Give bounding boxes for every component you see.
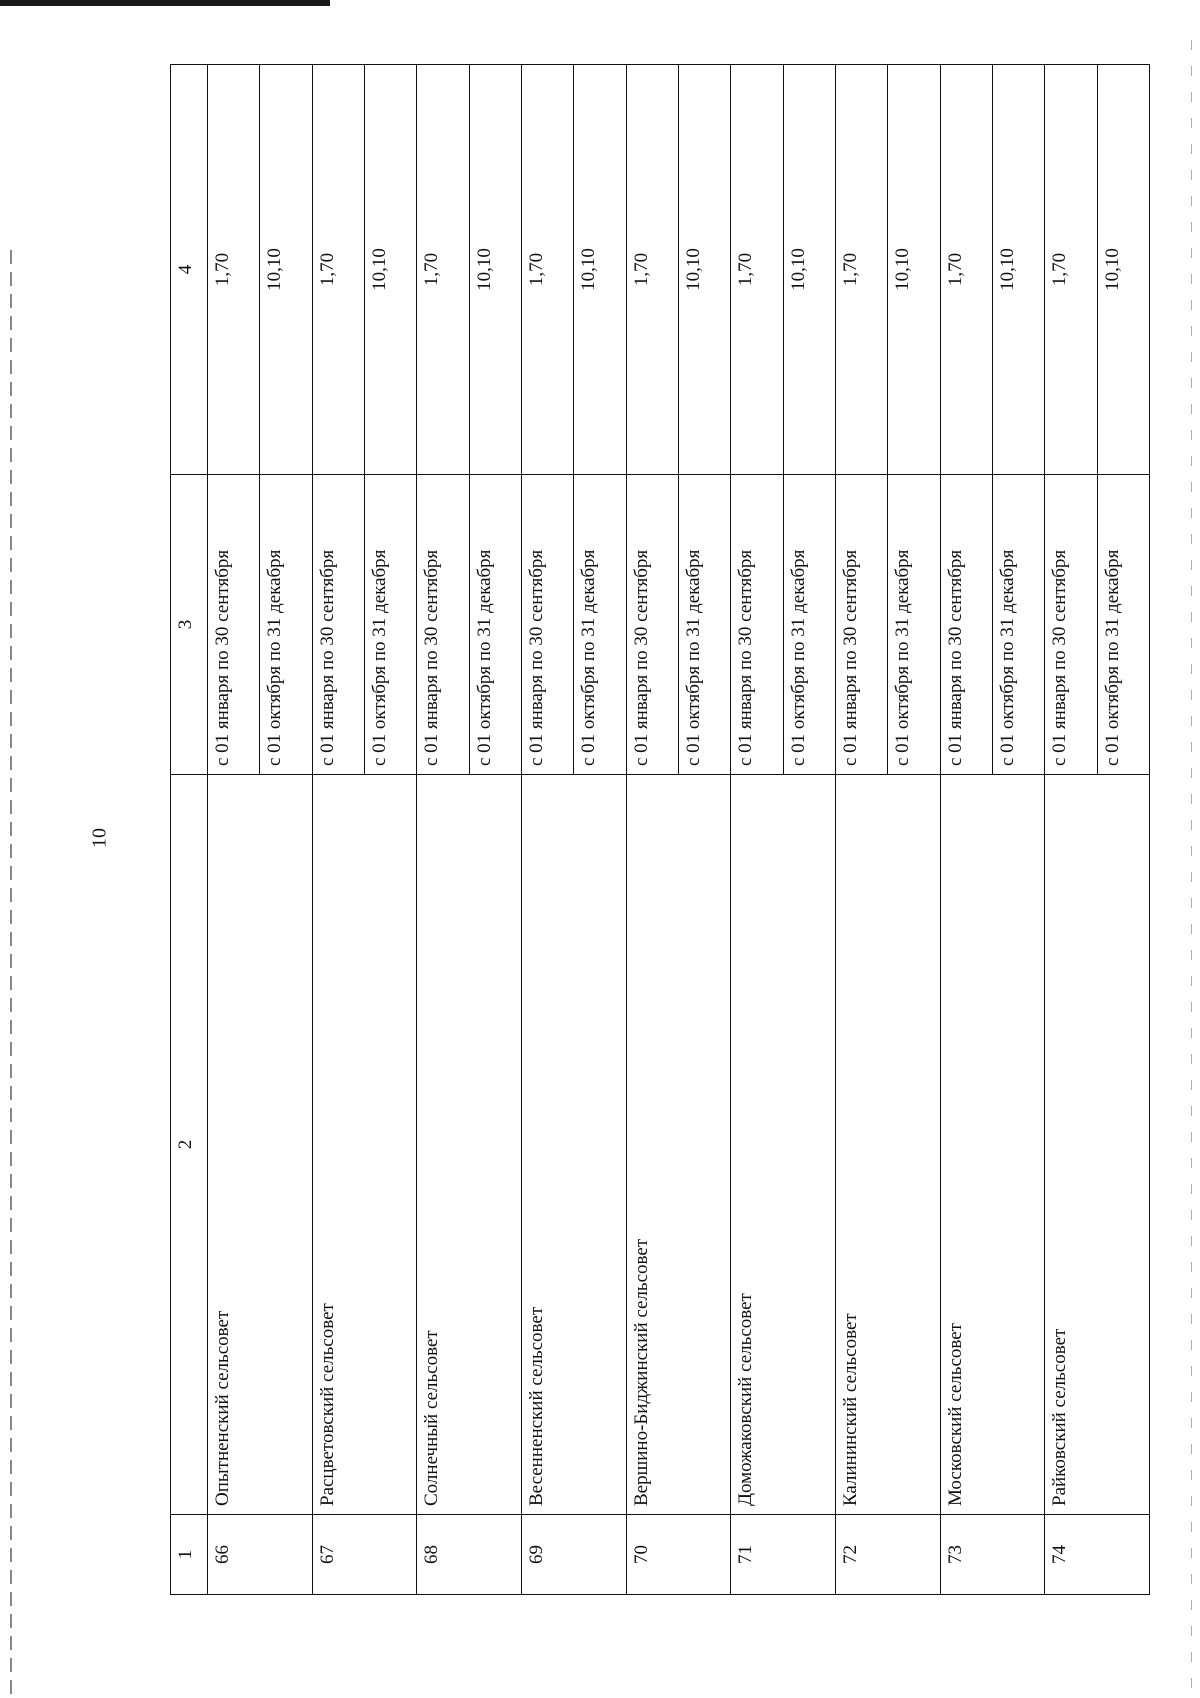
table-row xyxy=(940,65,992,1595)
value-cell: 1,70 xyxy=(417,65,469,475)
value-cell: 10,10 xyxy=(783,65,835,475)
settlement-name-cell: Доможаковский сельсовет xyxy=(731,775,836,1515)
row-number-cell: 72 xyxy=(835,1515,940,1595)
period-cell: с 01 октября по 31 декабря xyxy=(469,475,521,775)
value-cell: 10,10 xyxy=(260,65,312,475)
value-cell: 10,10 xyxy=(888,65,940,475)
value-cell: 1,70 xyxy=(208,65,260,475)
settlement-name-cell: Весенненский сельсовет xyxy=(521,775,626,1515)
period-cell: с 01 января по 30 сентября xyxy=(312,475,364,775)
period-cell: с 01 января по 30 сентября xyxy=(940,475,992,775)
table-row xyxy=(1045,65,1097,1595)
period-cell: с 01 октября по 31 декабря xyxy=(574,475,626,775)
table-row xyxy=(208,65,260,1595)
period-cell: с 01 октября по 31 декабря xyxy=(678,475,730,775)
rotated-table-container xyxy=(170,65,1150,1595)
period-cell: с 01 января по 30 сентября xyxy=(417,475,469,775)
period-cell: с 01 января по 30 сентября xyxy=(208,475,260,775)
period-cell: с 01 января по 30 сентября xyxy=(1045,475,1097,775)
row-number-cell: 68 xyxy=(417,1515,522,1595)
value-cell: 10,10 xyxy=(1097,65,1149,475)
period-cell: с 01 января по 30 сентября xyxy=(626,475,678,775)
row-number-cell: 67 xyxy=(312,1515,417,1595)
header-col-4: 4 xyxy=(171,65,208,475)
value-cell: 10,10 xyxy=(469,65,521,475)
settlement-name-cell: Вершино-Биджинский сельсовет xyxy=(626,775,731,1515)
table-row xyxy=(312,65,364,1595)
value-cell: 1,70 xyxy=(626,65,678,475)
period-cell: с 01 октября по 31 декабря xyxy=(1097,475,1149,775)
row-number-cell: 66 xyxy=(208,1515,313,1595)
scan-artifact-right-edge xyxy=(1191,40,1192,1698)
settlement-name-cell: Райковский сельсовет xyxy=(1045,775,1150,1515)
period-cell: с 01 октября по 31 декабря xyxy=(888,475,940,775)
value-cell: 10,10 xyxy=(574,65,626,475)
value-cell: 10,10 xyxy=(364,65,416,475)
settlement-name-cell: Опытненский сельсовет xyxy=(208,775,313,1515)
period-cell: с 01 октября по 31 декабря xyxy=(783,475,835,775)
row-number-cell: 73 xyxy=(940,1515,1045,1595)
value-cell: 1,70 xyxy=(940,65,992,475)
value-cell: 1,70 xyxy=(1045,65,1097,475)
settlement-name-cell: Московский сельсовет xyxy=(940,775,1045,1515)
scan-artifact-left-edge xyxy=(10,250,12,1698)
table-row xyxy=(835,65,887,1595)
tariff-table xyxy=(170,64,1150,1595)
value-cell: 1,70 xyxy=(731,65,783,475)
row-number-cell: 74 xyxy=(1045,1515,1150,1595)
page-number: 10 xyxy=(88,828,111,848)
period-cell: с 01 января по 30 сентября xyxy=(731,475,783,775)
settlement-name-cell: Калининский сельсовет xyxy=(835,775,940,1515)
settlement-name-cell: Солнечный сельсовет xyxy=(417,775,522,1515)
table-row xyxy=(731,65,783,1595)
header-col-3: 3 xyxy=(171,475,208,775)
period-cell: с 01 октября по 31 декабря xyxy=(260,475,312,775)
row-number-cell: 70 xyxy=(626,1515,731,1595)
scan-artifact-top xyxy=(0,0,330,6)
period-cell: с 01 октября по 31 декабря xyxy=(992,475,1044,775)
table-body xyxy=(171,65,1150,1595)
header-col-1: 1 xyxy=(171,1515,208,1595)
value-cell: 1,70 xyxy=(312,65,364,475)
settlement-name-cell: Расцветовский сельсовет xyxy=(312,775,417,1515)
row-number-cell: 71 xyxy=(731,1515,836,1595)
table-row xyxy=(417,65,469,1595)
row-number-cell: 69 xyxy=(521,1515,626,1595)
header-col-2: 2 xyxy=(171,775,208,1515)
value-cell: 10,10 xyxy=(678,65,730,475)
table-row xyxy=(626,65,678,1595)
table-row xyxy=(521,65,573,1595)
period-cell: с 01 января по 30 сентября xyxy=(521,475,573,775)
period-cell: с 01 октября по 31 декабря xyxy=(364,475,416,775)
table-header-row xyxy=(171,65,208,1595)
value-cell: 1,70 xyxy=(521,65,573,475)
value-cell: 10,10 xyxy=(992,65,1044,475)
period-cell: с 01 января по 30 сентября xyxy=(835,475,887,775)
value-cell: 1,70 xyxy=(835,65,887,475)
